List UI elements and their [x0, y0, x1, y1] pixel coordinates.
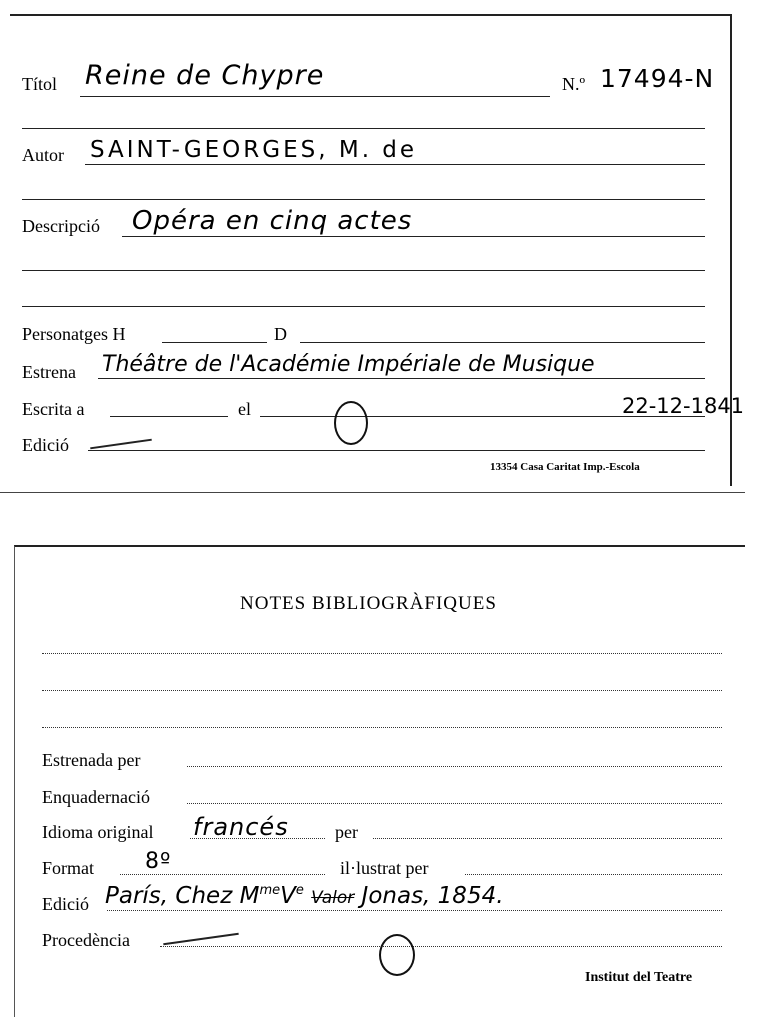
illustrat-label: il·lustrat per	[340, 858, 429, 878]
format-dots	[120, 874, 325, 875]
stamp-circle	[334, 401, 368, 445]
idioma-value: francés	[193, 813, 289, 841]
procedencia-dash	[163, 933, 239, 946]
edicio2-dots	[107, 910, 722, 911]
idioma-per-dots	[373, 838, 722, 839]
personatges-label: Personatges H	[22, 324, 126, 344]
personatges-d-rule	[300, 342, 705, 343]
escrita-label: Escrita a	[22, 399, 85, 419]
edicio2-value-part: París, Chez M	[105, 883, 260, 909]
notes-title: NOTES BIBLIOGRÀFIQUES	[240, 593, 497, 614]
edicio-dash	[90, 439, 152, 450]
catalog-card-back	[14, 545, 745, 1017]
edicio2-value-part: Jonas, 1854.	[361, 883, 504, 909]
edicio2-value-sup: e	[295, 883, 304, 898]
catalog-card-front	[10, 14, 745, 486]
blank-rule	[22, 270, 705, 271]
titol-rule	[80, 96, 550, 97]
titol-label: Títol	[22, 74, 57, 94]
autor-label: Autor	[22, 145, 64, 165]
enquadernacio-dots	[187, 803, 722, 804]
institution-name: Institut del Teatre	[585, 970, 693, 985]
idioma-label: Idioma original	[42, 822, 154, 842]
estrenada-per-label: Estrenada per	[42, 750, 141, 770]
format-label: Format	[42, 858, 94, 878]
printer-imprint: 13354 Casa Caritat Imp.-Escola	[490, 461, 640, 473]
el-label: el	[238, 399, 251, 419]
estrena-value: Théâtre de l'Académie Impériale de Musique	[102, 352, 595, 377]
blank-rule	[22, 128, 705, 129]
descripcio-value: Opéra en cinq actes	[132, 206, 413, 236]
card-separator	[0, 492, 745, 493]
blank-dotted-line	[42, 690, 722, 691]
edicio2-value-part: V	[280, 883, 296, 909]
estrena-rule	[98, 378, 705, 379]
blank-rule	[22, 199, 705, 200]
idioma-per-label: per	[335, 822, 358, 842]
autor-rule	[85, 164, 705, 165]
illustrat-dots	[465, 874, 722, 875]
escrita-date: 22-12-1841	[622, 394, 745, 418]
blank-dotted-line	[42, 727, 722, 728]
descripcio-rule	[122, 236, 705, 237]
titol-value: Reine de Chypre	[85, 60, 325, 91]
format-value: 8º	[145, 849, 172, 874]
blank-dotted-line	[42, 653, 722, 654]
personatges-h-rule	[162, 342, 267, 343]
descripcio-label: Descripció	[22, 216, 100, 236]
procedencia-dots	[160, 946, 722, 947]
estrena-label: Estrena	[22, 362, 76, 382]
edicio2-label: Edició	[42, 894, 89, 914]
edicio2-struck-word: Valor	[311, 888, 355, 908]
stamp-circle	[379, 934, 415, 976]
enquadernacio-label: Enquadernació	[42, 787, 150, 807]
idioma-dots	[190, 838, 325, 839]
numero-value: 17494-N	[600, 64, 715, 93]
procedencia-label: Procedència	[42, 930, 130, 950]
edicio-rule	[88, 450, 705, 451]
estrenada-per-dots	[187, 766, 722, 767]
escrita-rule	[110, 416, 228, 417]
numero-label: N.º	[562, 74, 586, 94]
edicio2-value	[105, 883, 504, 909]
blank-rule	[22, 306, 705, 307]
edicio-label: Edició	[22, 435, 69, 455]
edicio2-value-sup: me	[259, 883, 281, 898]
personatges-d-label: D	[274, 324, 287, 344]
autor-value: SAINT-GEORGES, M. de	[90, 137, 418, 163]
